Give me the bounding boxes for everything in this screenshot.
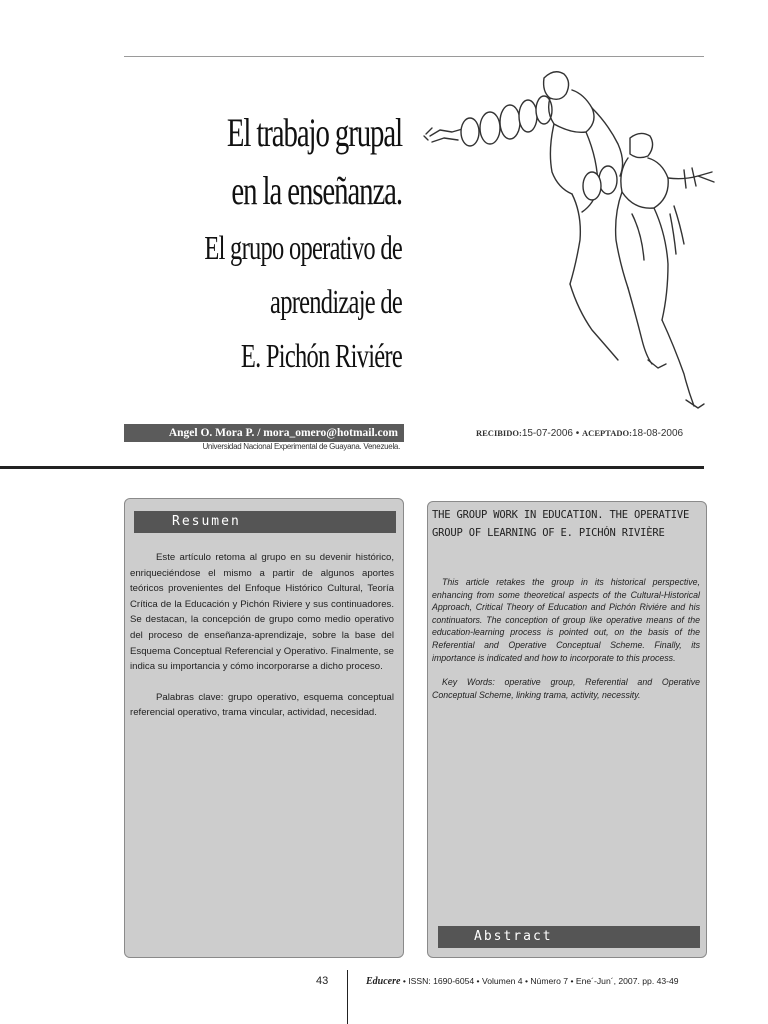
subtitle-line-3: E. Pichón Riviére bbox=[240, 338, 402, 375]
keywords-paragraph: Palabras clave: grupo operativo, esquema conceptual referencial operativo, trama vincular, actividad, necesidad. bbox=[130, 691, 394, 719]
top-rule bbox=[124, 56, 704, 57]
abstract-paragraph: This article retakes the group in its historical perspective, enhancing from some theoretical aspects of the Cultural-Historical Approach, Critical Theory of Education and Pichón Riviére and his continuators. The conception of group like operative means of the education-learning process is pointed out, on the basis of the Referential and Operative Conceptual Scheme. Finally, its importance is indicated and how to incorporate to this process. bbox=[432, 577, 700, 663]
dates-separator: • bbox=[575, 428, 580, 439]
article-title-block bbox=[120, 104, 402, 384]
footer-divider bbox=[347, 970, 348, 1024]
keywords-en-paragraph: Key Words: operative group, Referential and Operative Conceptual Scheme, linking trama, activity, necessity. bbox=[432, 677, 700, 700]
author-affiliation: Universidad Nacional Experimental de Guayana. Venezuela. bbox=[202, 442, 400, 451]
subtitle-line-2: aprendizaje de bbox=[270, 284, 402, 321]
received-label: RECIBIDO: bbox=[476, 428, 522, 438]
title-line-1: El trabajo grupal bbox=[226, 110, 402, 155]
resumen-text bbox=[130, 550, 394, 736]
accepted-label: ACEPTADO: bbox=[582, 428, 632, 438]
resumen-paragraph: Este artículo retoma al grupo en su devenir histórico, enriqueciéndose el mismo a partir de algunos aportes teóricos provenientes del Enfoque Histórico Cultural, Teoría Crítica de la Educación y Pichón Riviere y sus continuadores. Se destacan, la concepción de grupo como medio operativo del proceso de enseñanza-aprendizaje, sobre la base del Esquema Conceptual Referencial y Operativo. Finalmente, se indica su importancia y cómo incorporarse a dicho proceso. bbox=[130, 552, 394, 673]
title-line-2: en la enseñanza. bbox=[231, 168, 402, 213]
page-number: 43 bbox=[316, 975, 329, 987]
abstract-heading: Abstract bbox=[438, 926, 700, 948]
dancers-illustration bbox=[422, 64, 722, 416]
abstract-title: THE GROUP WORK IN EDUCATION. THE OPERATIVE GROUP OF LEARNING OF E. PICHÓN RIVIÈRE bbox=[432, 509, 690, 539]
header-divider bbox=[0, 466, 704, 469]
abstract-box bbox=[427, 501, 707, 958]
subtitle-line-1: El grupo operativo de bbox=[204, 230, 402, 267]
citation-text: • ISSN: 1690-6054 • Volumen 4 • Número 7 • Ene´-Jun´, 2007. pp. 43-49 bbox=[402, 976, 679, 986]
accepted-date: 18-08-2006 bbox=[631, 428, 684, 439]
author-bar: Angel O. Mora P. / mora_omero@hotmail.com bbox=[124, 424, 404, 442]
journal-logo: Educere bbox=[366, 976, 401, 987]
received-date: 15-07-2006 bbox=[521, 428, 573, 439]
submission-dates bbox=[476, 428, 683, 439]
abstract-text bbox=[432, 576, 700, 713]
journal-citation bbox=[366, 976, 679, 987]
resumen-heading: Resumen bbox=[134, 511, 396, 533]
